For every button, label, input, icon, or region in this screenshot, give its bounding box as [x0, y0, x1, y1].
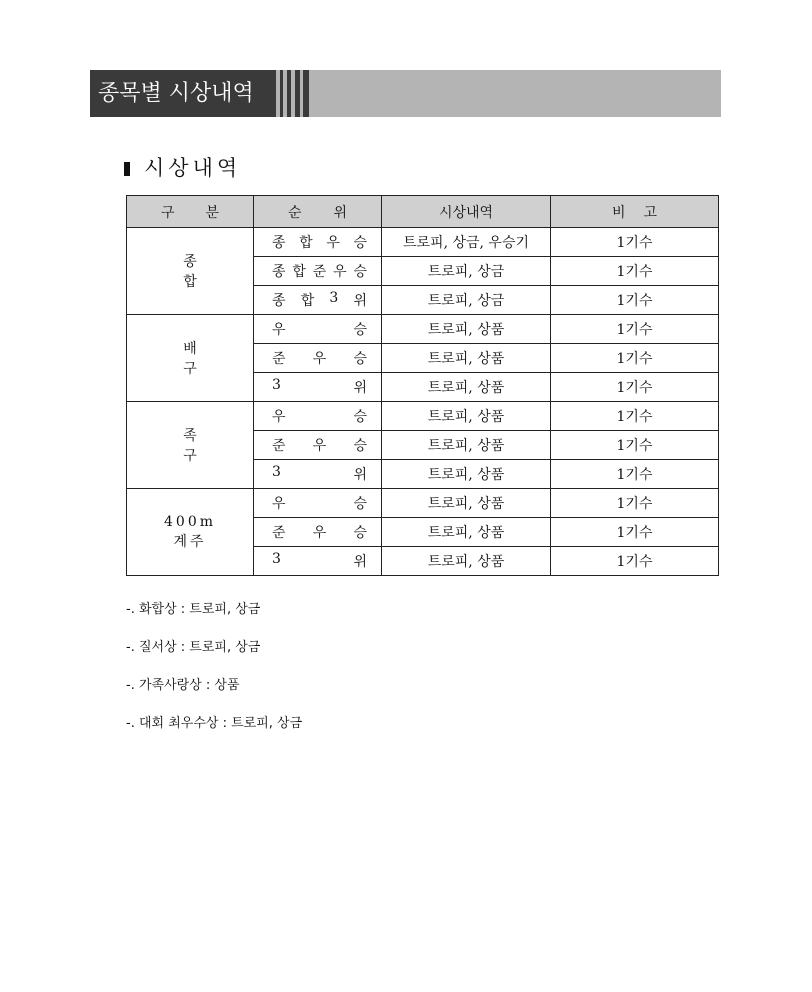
prize-cell: 트로피, 상품 — [382, 518, 551, 547]
note-cell: 1기수 — [551, 373, 719, 402]
rank-cell — [254, 402, 382, 431]
note-cell: 1기수 — [551, 547, 719, 576]
rank-cell — [254, 344, 382, 373]
note-cell: 1기수 — [551, 228, 719, 257]
category-cell — [127, 228, 254, 315]
note-cell: 1기수 — [551, 431, 719, 460]
rank-cell — [254, 489, 382, 518]
header-char: 분 — [205, 204, 219, 221]
rank-label: 종 합 우 승 — [272, 235, 367, 251]
note-item: -. 대회 최우수상 : 트로피, 상금 — [126, 716, 303, 731]
rank-label: 준 우 승 — [272, 438, 367, 454]
column-header-category — [127, 196, 254, 228]
prize-cell: 트로피, 상품 — [382, 489, 551, 518]
table-row — [127, 228, 719, 257]
square-bullet-icon — [124, 162, 130, 176]
rank-cell — [254, 257, 382, 286]
rank-label: 준 우 승 — [272, 351, 367, 367]
prize-cell: 트로피, 상품 — [382, 373, 551, 402]
prize-cell: 트로피, 상금, 우승기 — [382, 228, 551, 257]
category-label: 족 구 — [183, 428, 245, 464]
section-title: 시상내역 — [144, 156, 242, 180]
table-row — [127, 315, 719, 344]
note-cell: 1기수 — [551, 257, 719, 286]
section-heading — [124, 152, 241, 182]
prize-cell: 트로피, 상품 — [382, 460, 551, 489]
rank-label: 종 합 준 우 승 — [272, 264, 367, 280]
column-header-note — [551, 196, 719, 228]
note-cell: 1기수 — [551, 315, 719, 344]
category-label: 종 합 — [183, 254, 245, 290]
award-table — [126, 195, 719, 576]
table-header-row — [127, 196, 719, 228]
note-cell: 1기수 — [551, 518, 719, 547]
note-cell: 1기수 — [551, 460, 719, 489]
note-item: -. 질서상 : 트로피, 상금 — [126, 640, 261, 655]
note-cell: 1기수 — [551, 344, 719, 373]
banner-stripe — [295, 70, 300, 117]
rank-cell — [254, 431, 382, 460]
table-row — [127, 489, 719, 518]
note-cell: 1기수 — [551, 402, 719, 431]
rank-label: 3 위 — [272, 377, 367, 396]
note-cell: 1기수 — [551, 286, 719, 315]
rank-cell — [254, 518, 382, 547]
prize-cell: 트로피, 상품 — [382, 431, 551, 460]
rank-label: 종 합 3 위 — [272, 290, 367, 309]
rank-label: 3 위 — [272, 551, 367, 570]
banner-stripe — [303, 70, 309, 117]
rank-cell — [254, 228, 382, 257]
rank-label: 우 승 — [272, 409, 367, 425]
prize-cell: 트로피, 상금 — [382, 257, 551, 286]
page-title: 종목별 시상내역 — [90, 70, 276, 117]
rank-label: 우 승 — [272, 322, 367, 338]
header-char: 순 — [288, 204, 302, 221]
category-cell — [127, 402, 254, 489]
column-header-prize: 시상내역 — [382, 196, 551, 228]
rank-cell — [254, 373, 382, 402]
note-item: -. 가족사랑상 : 상품 — [126, 678, 240, 693]
banner-stripe — [280, 70, 283, 117]
prize-cell: 트로피, 상품 — [382, 547, 551, 576]
prize-cell: 트로피, 상금 — [382, 286, 551, 315]
award-notes — [126, 600, 302, 752]
column-header-rank — [254, 196, 382, 228]
prize-cell: 트로피, 상품 — [382, 402, 551, 431]
category-cell — [127, 315, 254, 402]
table-row — [127, 402, 719, 431]
note-item: -. 화합상 : 트로피, 상금 — [126, 602, 261, 617]
title-banner — [90, 70, 721, 117]
header-text: 비고 — [611, 204, 676, 221]
rank-label: 3 위 — [272, 464, 367, 483]
category-label: 400m 계주 — [164, 514, 216, 550]
prize-cell: 트로피, 상품 — [382, 315, 551, 344]
header-char: 위 — [333, 204, 347, 221]
rank-cell — [254, 547, 382, 576]
header-char: 구 — [161, 204, 175, 221]
prize-cell: 트로피, 상품 — [382, 344, 551, 373]
category-cell — [127, 489, 254, 576]
note-cell: 1기수 — [551, 489, 719, 518]
rank-cell — [254, 315, 382, 344]
rank-label: 준 우 승 — [272, 525, 367, 541]
rank-label: 우 승 — [272, 496, 367, 512]
banner-stripe — [287, 70, 291, 117]
rank-cell — [254, 286, 382, 315]
category-label: 배 구 — [183, 341, 245, 377]
rank-cell — [254, 460, 382, 489]
